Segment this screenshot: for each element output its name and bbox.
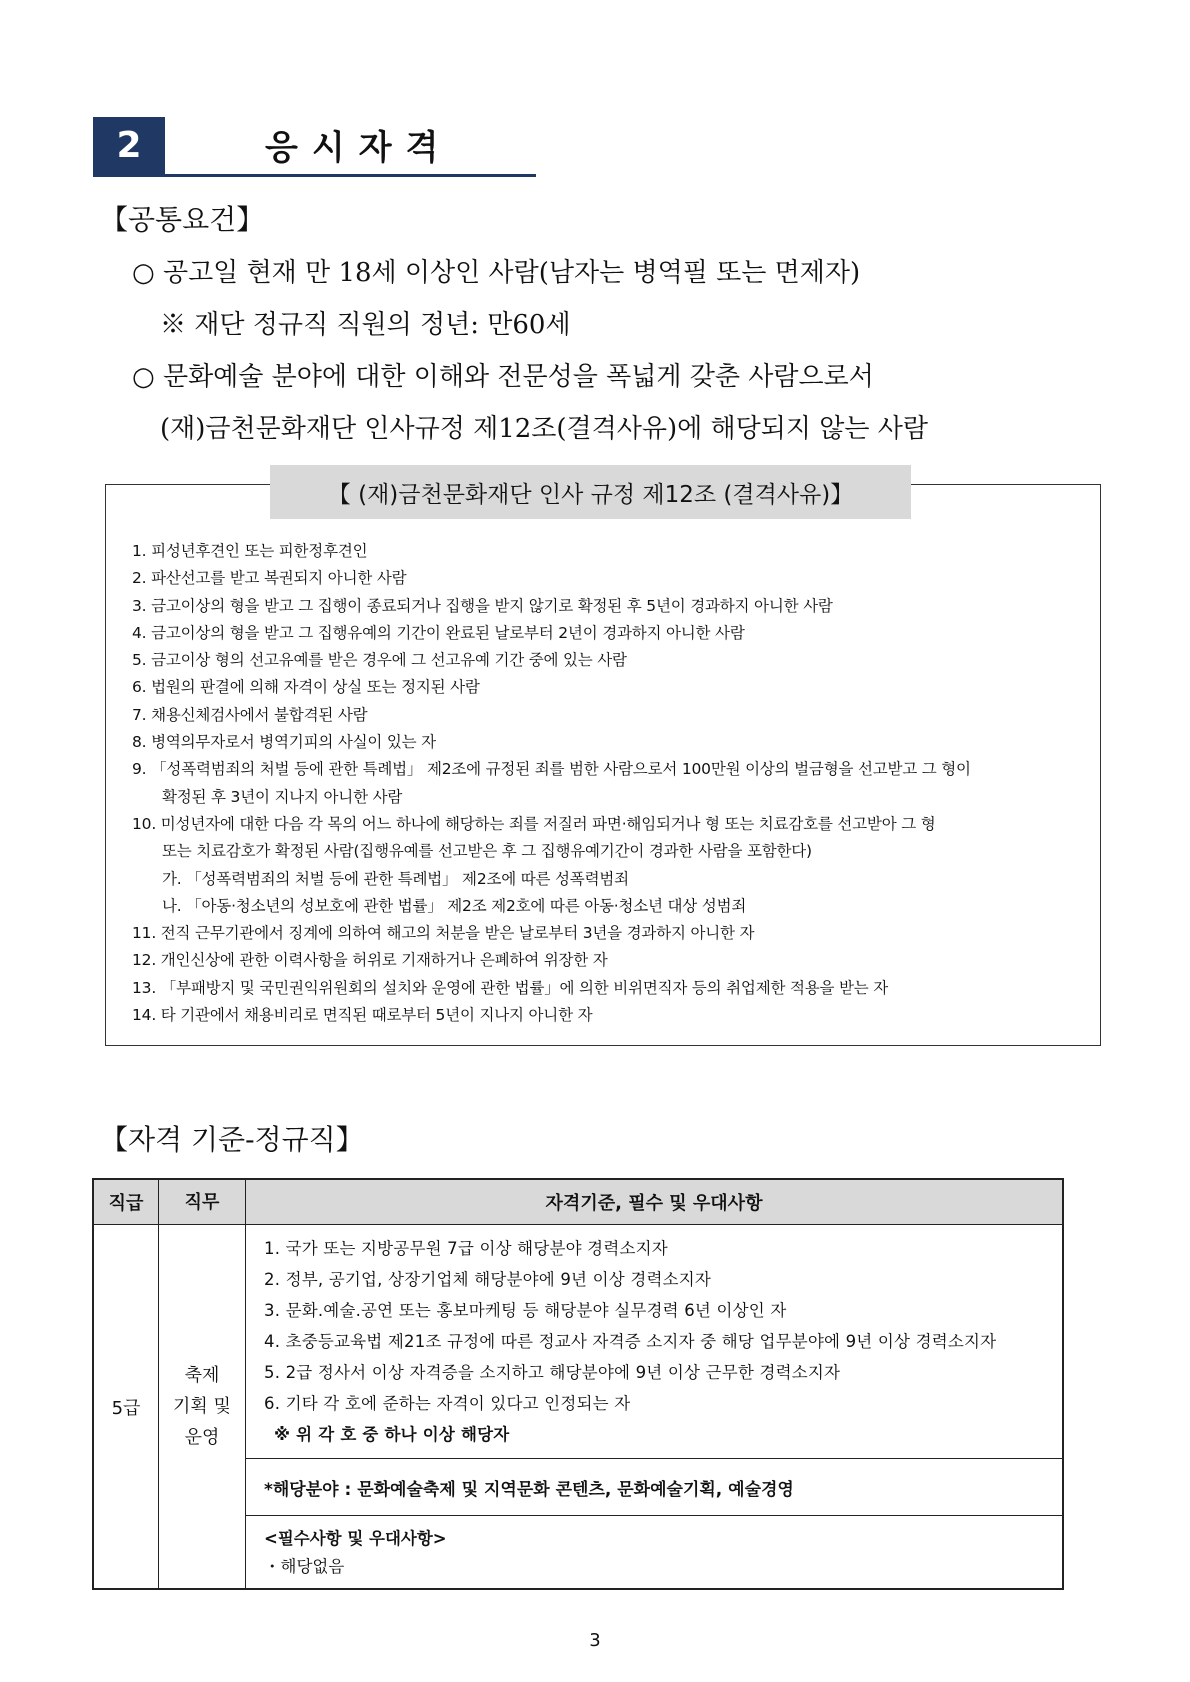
list-item: 2. 정부, 공기업, 상장기업체 해당분야에 9년 이상 경력소지자: [264, 1270, 712, 1289]
list-item: 6. 기타 각 호에 준하는 자격이 있다고 인정되는 자: [264, 1394, 631, 1413]
list-item: 3. 금고이상의 형을 받고 그 집행이 종료되거나 집행을 받지 않기로 확정된 후 5년이 경과하지 아니한 사람: [132, 596, 833, 615]
common-line-1: ○ 공고일 현재 만 18세 이상인 사람(남자는 병역필 또는 면제자): [132, 258, 861, 288]
table-row: [93, 1225, 1063, 1459]
cell-requirements: [246, 1225, 1064, 1459]
list-item: 6. 법원의 판결에 의해 자격이 상실 또는 정지된 사람: [132, 678, 480, 697]
cell-field: *해당분야 : 문화예술축제 및 지역문화 콘텐츠, 문화예술기획, 예술경영: [246, 1459, 1064, 1516]
list-item: 4. 금고이상의 형을 받고 그 집행유예의 기간이 완료된 날로부터 2년이 경과하지 아니한 사람: [132, 623, 745, 642]
list-item: 가. 「성폭력범죄의 처벌 등에 관한 특례법」 제2조에 따른 성폭력범죄: [162, 869, 629, 888]
list-item: 12. 개인신상에 관한 이력사항을 허위로 기재하거나 은폐하여 위장한 자: [132, 951, 608, 970]
duty-line: 기획 및: [173, 1396, 231, 1417]
cell-grade: 5급: [93, 1225, 159, 1590]
table-header-row: [93, 1179, 1063, 1225]
common-heading: 【공통요건】: [100, 203, 265, 236]
criteria-table: [92, 1178, 1064, 1590]
list-item: 14. 타 기관에서 채용비리로 면직된 때로부터 5년이 지나지 아니한 자: [132, 1006, 593, 1025]
list-item: 5. 2급 정사서 이상 자격증을 소지하고 해당분야에 9년 이상 근무한 경력소지자: [264, 1363, 841, 1382]
list-item: 9. 「성폭력범죄의 처벌 등에 관한 특례법」 제2조에 규정된 죄를 범한 사람으로서 100만원 이상의 벌금형을 선고받고 그 형이: [132, 760, 971, 779]
header-requirements: 자격기준, 필수 및 우대사항: [246, 1179, 1064, 1225]
common-line-2: ※ 재단 정규직 직원의 정년: 만60세: [160, 310, 571, 340]
list-item: 7. 채용신체검사에서 불합격된 사람: [132, 705, 368, 724]
list-item: 2. 파산선고를 받고 복권되지 아니한 사람: [132, 569, 407, 588]
requirements-note: ※ 위 각 호 중 하나 이상 해당자: [274, 1425, 510, 1444]
duty-line: 축제: [184, 1365, 220, 1386]
cell-preferences: [246, 1516, 1064, 1590]
list-item: 3. 문화.예술.공연 또는 홍보마케팅 등 해당분야 실무경력 6년 이상인 자: [264, 1301, 787, 1320]
list-item: 5. 금고이상 형의 선고유예를 받은 경우에 그 선고유예 기간 중에 있는 사람: [132, 651, 627, 670]
list-item: 확정된 후 3년이 지나지 아니한 사람: [162, 787, 403, 806]
list-item: 11. 전직 근무기관에서 징계에 의하여 해고의 처분을 받은 날로부터 3년을 경과하지 아니한 자: [132, 924, 755, 943]
common-line-3: ○ 문화예술 분야에 대한 이해와 전문성을 폭넓게 갖춘 사람으로서: [132, 362, 874, 392]
preferences-title: <필수사항 및 우대사항>: [264, 1529, 447, 1548]
disqualification-title: 【 (재)금천문화재단 인사 규정 제12조 (결격사유)】: [270, 465, 911, 519]
list-item: 1. 피성년후견인 또는 피한정후견인: [132, 542, 368, 560]
list-item: 1. 국가 또는 지방공무원 7급 이상 해당분야 경력소지자: [264, 1239, 668, 1258]
disqualification-list: [132, 538, 1092, 1029]
duty-line: 운영: [184, 1427, 220, 1448]
list-item: 8. 병역의무자로서 병역기피의 사실이 있는 자: [132, 733, 436, 752]
requirements-list: [246, 1225, 1062, 1458]
list-item: 나. 「아동·청소년의 성보호에 관한 법률」 제2조 제2호에 따른 아동·청소년 대상 성범죄: [162, 896, 747, 915]
list-item: 10. 미성년자에 대한 다음 각 목의 어느 하나에 해당하는 죄를 저질러 파면·해임되거나 형 또는 치료감호를 선고받아 그 형: [132, 814, 936, 833]
common-line-4: (재)금천문화재단 인사규정 제12조(결격사유)에 해당되지 않는 사람: [160, 414, 928, 444]
criteria-heading: 【자격 기준-정규직】: [100, 1123, 364, 1156]
page-number: 3: [589, 1630, 601, 1651]
list-item: 또는 치료감호가 확정된 사람(집행유예를 선고받은 후 그 집행유예기간이 경과한 사람을 포함한다): [162, 842, 812, 861]
section-number: 2: [93, 117, 165, 174]
preferences-item: ・해당없음: [264, 1557, 345, 1576]
section-title: 응시자격: [265, 128, 453, 168]
header-grade: 직급: [93, 1179, 159, 1225]
section-underline: [93, 174, 536, 177]
list-item: 13. 「부패방지 및 국민권익위원회의 설치와 운영에 관한 법률」에 의한 비위면직자 등의 취업제한 적용을 받는 자: [132, 978, 889, 997]
cell-duty: [159, 1225, 246, 1590]
header-duty: 직무: [159, 1179, 246, 1225]
list-item: 4. 초중등교육법 제21조 규정에 따른 정교사 자격증 소지자 중 해당 업무분야에 9년 이상 경력소지자: [264, 1332, 997, 1351]
